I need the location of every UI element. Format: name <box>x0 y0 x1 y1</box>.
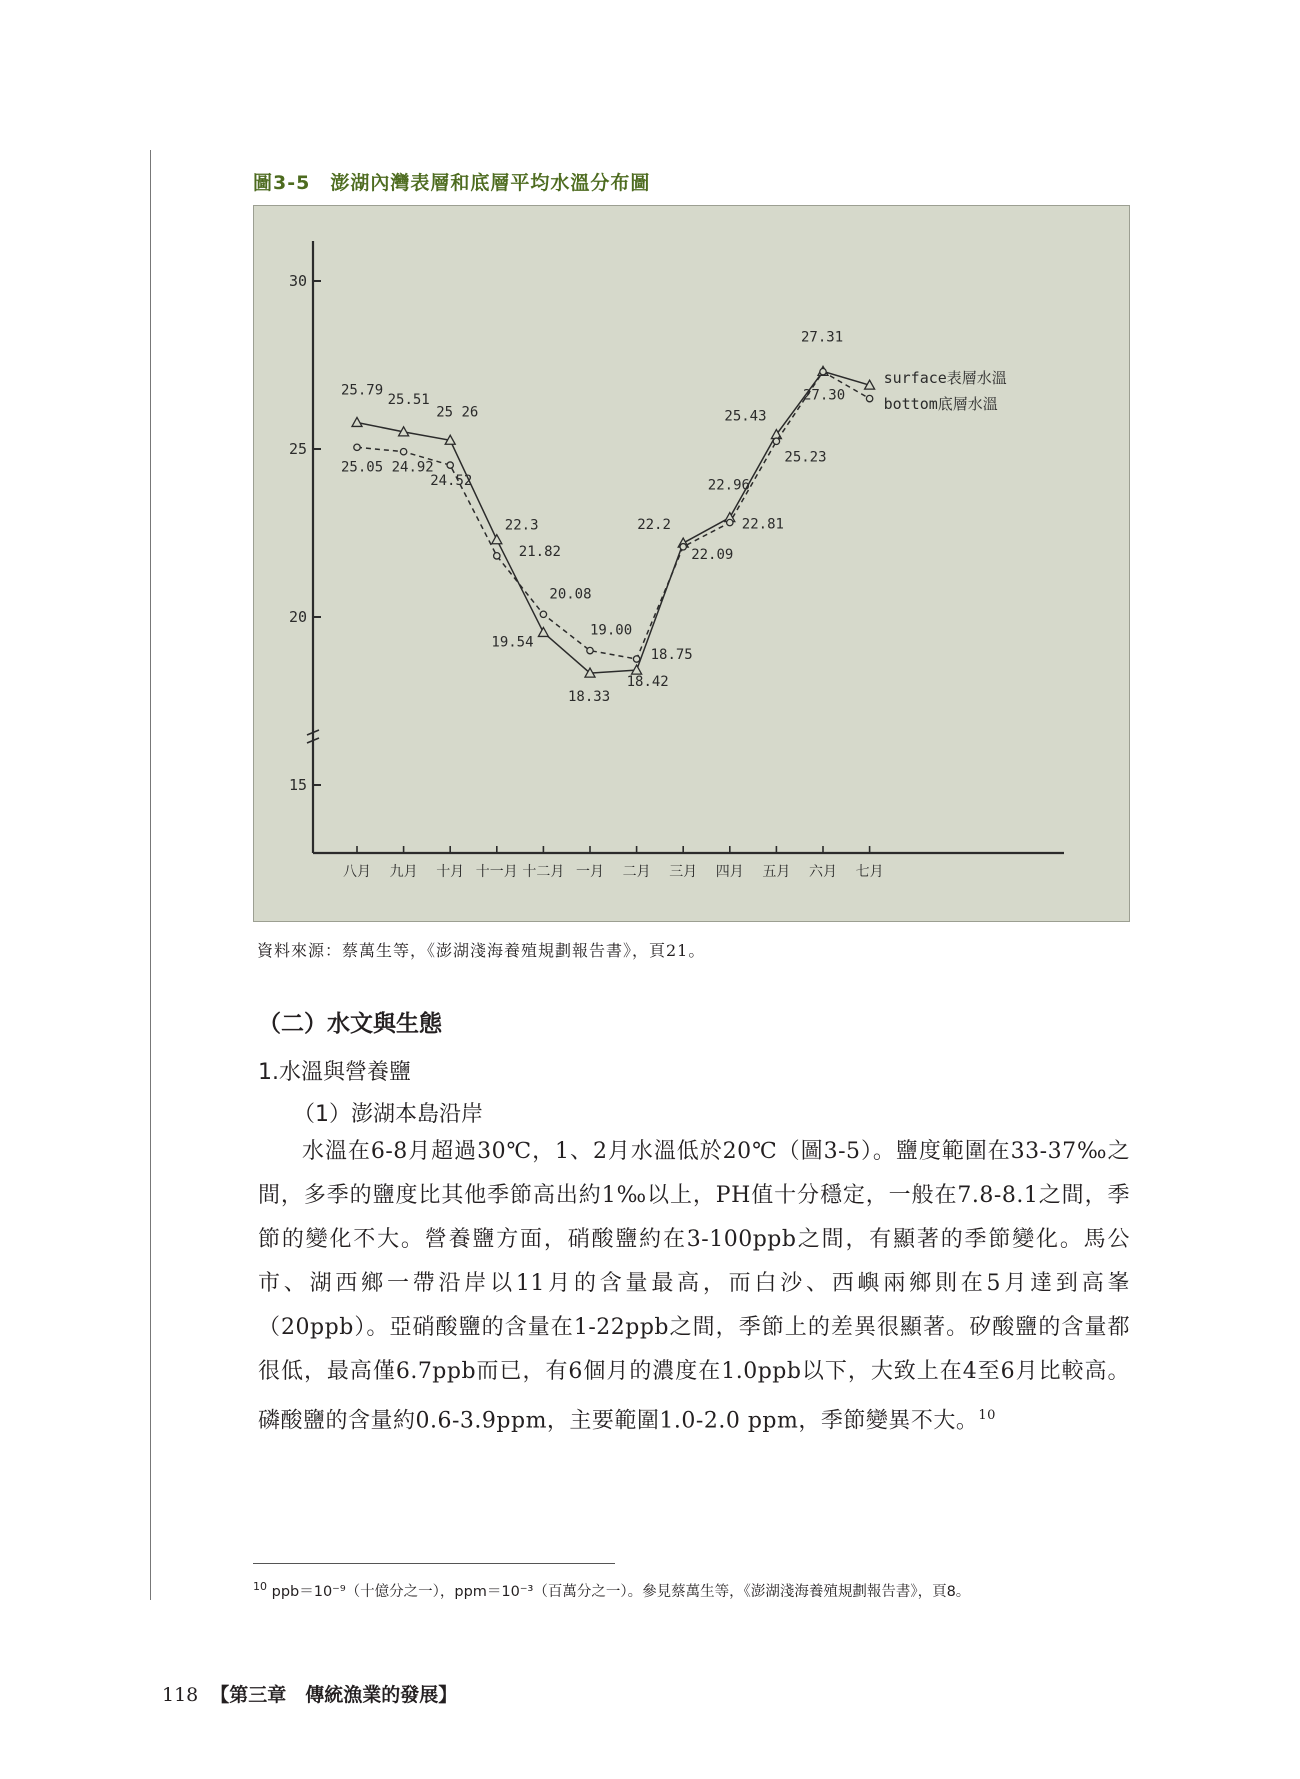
data-label: 21.82 <box>518 543 561 560</box>
surface-point-marker <box>352 417 362 426</box>
margin-rule <box>150 150 151 1600</box>
bottom-point-marker <box>680 544 686 550</box>
y-tick-label: 20 <box>288 608 307 626</box>
bottom-point-marker <box>866 395 872 401</box>
figure-source: 資料來源：蔡萬生等，《澎湖淺海養殖規劃報告書》，頁21。 <box>257 941 706 960</box>
footnote-number: 10 <box>253 1580 267 1594</box>
section-heading: （二）水文與生態 <box>258 1010 442 1037</box>
footnote-text: ppb＝10⁻⁹（十億分之一），ppm＝10⁻³（百萬分之一）。參見蔡萬生等，《澎湖淺海養殖規劃報告書》，頁8。 <box>267 1584 971 1600</box>
bottom-point-marker <box>400 448 406 454</box>
x-tick-label: 四月 <box>715 864 744 880</box>
x-tick-label: 十二月 <box>522 864 565 880</box>
data-label: 27.31 <box>801 329 844 346</box>
data-label: 25.51 <box>387 391 430 408</box>
x-tick-label: 二月 <box>622 864 651 880</box>
x-tick-label: 七月 <box>855 864 884 880</box>
x-tick-label: 五月 <box>762 864 791 880</box>
data-label: 22.96 <box>707 477 750 494</box>
x-tick-label: 十一月 <box>475 864 518 880</box>
x-tick-label: 六月 <box>809 864 837 880</box>
x-tick-label: 九月 <box>389 864 418 880</box>
legend-label-bottom: bottom底層水溫 <box>883 395 998 413</box>
data-label: 18.42 <box>626 674 669 691</box>
data-label: 18.33 <box>568 689 611 706</box>
data-label: 25.05 <box>341 459 384 476</box>
subsection-heading: 1.水溫與營養鹽 <box>258 1060 411 1085</box>
data-label: 19.54 <box>491 634 534 651</box>
chart-panel <box>253 205 1130 922</box>
figure-title: 圖3-5 澎湖內灣表層和底層平均水溫分布圖 <box>253 172 651 194</box>
x-tick-label: 一月 <box>576 864 604 880</box>
y-tick-label: 25 <box>288 440 307 458</box>
data-label: 24.52 <box>430 473 473 490</box>
bottom-point-marker <box>494 553 500 559</box>
bottom-point-marker <box>540 611 546 617</box>
chapter-title: 【第三章 傳統漁業的發展】 <box>210 1684 458 1706</box>
footnote <box>253 1580 970 1601</box>
page-number: 118 <box>162 1684 199 1706</box>
data-label: 25.79 <box>341 382 384 399</box>
surface-point-marker <box>492 535 502 544</box>
bottom-point-marker <box>727 519 733 525</box>
footnote-divider <box>253 1563 615 1564</box>
paragraph-text: 水溫在6-8月超過30℃，1、2月水溫低於20℃（圖3-5）。鹽度範圍在33-37‰之間，多季的鹽度比其他季節高出約1‰以上，PH值十分穩定，一般在7.8-8.1之間，季節的變化不大。營養鹽方面，硝酸鹽約在3-100ppb之間，有顯著的季節變化。馬公市、湖西鄉一帶沿岸以11月的含量最高，而白沙、西嶼兩鄉則在5月達到高峯（20ppb）。亞硝酸鹽的含量在1-22ppb之間，季節上的差異很顯著。矽酸鹽的含量都很低，最高僅6.7ppb而已，有6個月的濃度在1.0ppb以下，大致上在4至6月比較高。磷酸鹽的含量約0.6-3.9ppm，主要範圍1.0-2.0 ppm，季節變異不大。 <box>258 1139 1130 1434</box>
bottom-point-marker <box>773 438 779 444</box>
sub-subsection-heading: （1）澎湖本島沿岸 <box>293 1102 483 1127</box>
body-paragraph <box>258 1130 1130 1443</box>
bottom-point-marker <box>633 656 639 662</box>
bottom-point-marker <box>587 647 593 653</box>
series-line-bottom <box>357 372 870 659</box>
temperature-line-chart <box>254 206 1131 923</box>
data-label: 25.23 <box>784 449 827 466</box>
x-tick-label: 十月 <box>436 864 465 880</box>
data-label: 19.00 <box>590 622 633 639</box>
y-tick-label: 15 <box>288 776 307 794</box>
bottom-point-marker <box>447 462 453 468</box>
x-tick-label: 八月 <box>343 864 371 880</box>
y-tick-label: 30 <box>288 272 307 290</box>
data-label: 20.08 <box>549 586 592 603</box>
data-label: 22.81 <box>741 516 784 533</box>
legend-label-surface: surface表層水溫 <box>883 369 1007 387</box>
page-footer <box>162 1680 457 1707</box>
data-label: 22.2 <box>637 517 671 534</box>
bottom-point-marker <box>820 369 826 375</box>
data-label: 25.43 <box>724 408 767 425</box>
data-label: 22.3 <box>504 517 539 534</box>
footnote-reference: 10 <box>978 1408 996 1423</box>
data-label: 27.30 <box>803 387 846 404</box>
data-label: 25 26 <box>436 404 479 421</box>
surface-point-marker <box>538 627 548 636</box>
x-tick-label: 三月 <box>669 864 698 880</box>
data-label: 22.09 <box>691 546 734 563</box>
data-label: 24.92 <box>391 459 434 476</box>
bottom-point-marker <box>354 444 360 450</box>
data-label: 18.75 <box>650 647 693 663</box>
